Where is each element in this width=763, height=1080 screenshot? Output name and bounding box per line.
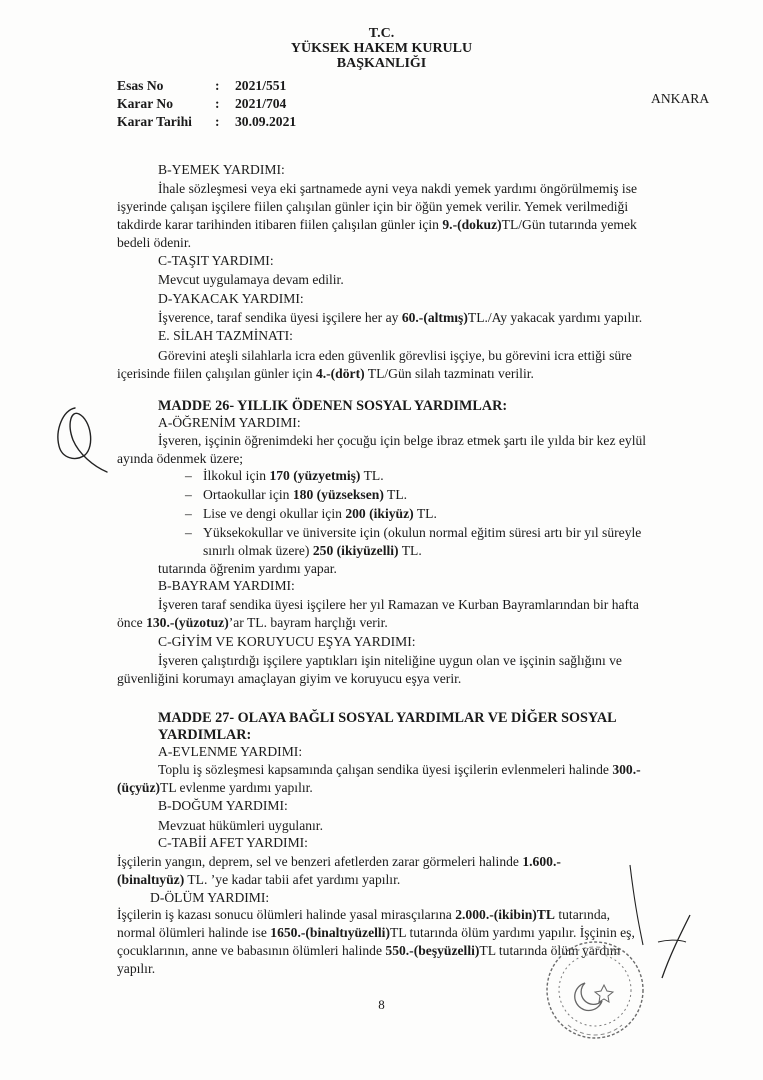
madde-27-title-continued: YARDIMLAR: — [158, 727, 252, 743]
amount: 200 (ikiyüz) — [345, 506, 414, 521]
list-item — [203, 468, 738, 485]
text-run: TL tutarında ölüm yardım — [479, 943, 621, 958]
amount: 1.600.- — [522, 854, 561, 869]
amount: 9.-(dokuz) — [442, 217, 502, 232]
text-run: tutarında, — [554, 907, 611, 922]
text-run: İşçilerin iş kazası sonucu ölümleri halinde yasal mirasçılarına — [117, 907, 456, 922]
section-title-olum: D-ÖLÜM YARDIMI: — [150, 890, 270, 905]
karar-no-row — [117, 96, 286, 113]
city: ANKARA — [651, 91, 710, 106]
text-run: TL evlenme yardımı yapılır. — [160, 780, 313, 795]
text-line: Mevzuat hükümleri uygulanır. — [158, 818, 323, 833]
colon: : — [215, 78, 220, 93]
section-title-bayram: B-BAYRAM YARDIMI: — [158, 578, 295, 593]
karar-tarihi-row — [117, 114, 296, 131]
colon: : — [215, 114, 220, 129]
section-title-ogrenim: A-ÖĞRENİM YARDIMI: — [158, 415, 301, 430]
text-line: İşveren, işçinin öğrenimdeki her çocuğu için belge ibraz etmek şartı ile yılda bir kez eylül — [158, 433, 647, 448]
text-run: TL./Ay yakacak yardımı yapılır. — [467, 310, 643, 325]
list-item — [203, 487, 738, 504]
text-line: İşveren çalıştırdığı işçilere yaptıkları işin niteliğine uygun olan ve işçinin sağlığını ve — [158, 653, 622, 668]
amount: 60.-(altmış) — [401, 310, 468, 325]
text-run: TL. — [398, 543, 422, 558]
text-line — [117, 217, 637, 234]
text-line — [117, 907, 610, 924]
amount: 300.- — [612, 762, 641, 777]
section-title-tasit: C-TAŞIT YARDIMI: — [158, 253, 274, 268]
text-line: bedeli ödenir. — [117, 235, 191, 250]
official-seal-stamp — [540, 935, 650, 1045]
text-line: ayında ödenmek üzere; — [117, 451, 244, 466]
section-title-yakacak: D-YAKACAK YARDIMI: — [158, 291, 304, 306]
text-run: TL. — [413, 506, 437, 521]
text-run: içerisinde fiilen çalışılan günler için — [117, 366, 316, 381]
text-line — [117, 780, 313, 797]
text-run: önce — [117, 615, 147, 630]
text-run: Toplu iş sözleşmesi kapsamında çalışan sendika üyesi işçilerin evlenmeleri halinde — [158, 762, 613, 777]
amount: 250 (ikiyüzelli) — [312, 543, 399, 558]
dash-bullet: – — [185, 468, 192, 483]
esas-no-row — [117, 78, 286, 95]
text-line: tutarında öğrenim yardımı yapar. — [158, 561, 337, 576]
list-item: Yüksekokullar ve üniversite için (okulun normal eğitim süresi artı bir yıl süreyle — [203, 525, 642, 540]
text-line — [117, 854, 561, 871]
text-run: TL tutarında ölüm yardımı yapılır. İşçinin eş, — [389, 925, 635, 940]
amount: 4.-(dört) — [315, 366, 365, 381]
amount: 180 (yüzseksen) — [292, 487, 384, 502]
colon: : — [215, 96, 220, 111]
header-tc: T.C. — [368, 26, 395, 41]
karar-tarihi-label: Karar Tarihi — [117, 114, 192, 129]
text-line — [117, 366, 534, 383]
amount: 2.000.-(ikibin)TL — [455, 907, 555, 922]
text-run: normal ölümleri halinde ise — [117, 925, 271, 940]
text-line: İşveren taraf sendika üyesi işçilere her yıl Ramazan ve Kurban Bayramlarından bir hafta — [158, 597, 639, 612]
text-run: sınırlı olmak üzere) — [203, 543, 313, 558]
section-title-dogum: B-DOĞUM YARDIMI: — [158, 798, 288, 813]
section-title-yemek: B-YEMEK YARDIMI: — [158, 162, 285, 177]
text-line — [158, 762, 641, 779]
text-line — [158, 310, 642, 327]
text-run: çocuklarının, anne ve babasının ölümleri halinde — [117, 943, 386, 958]
text-run: TL. ’ye kadar tabii afet yardımı yapılır. — [184, 872, 401, 887]
karar-no-value: 2021/704 — [235, 96, 287, 111]
page-number: 8 — [378, 997, 385, 1012]
section-title-giyim: C-GİYİM VE KORUYUCU EŞYA YARDIMI: — [158, 634, 416, 649]
section-title-evlenme: A-EVLENME YARDIMI: — [158, 744, 303, 759]
dash-bullet: – — [185, 506, 192, 521]
esas-no-label: Esas No — [117, 78, 164, 93]
text-run: Ortaokullar için — [203, 487, 293, 502]
text-run: İşverence, taraf sendika üyesi işçilere her ay — [158, 310, 402, 325]
madde-27-title: MADDE 27- OLAYA BAĞLI SOSYAL YARDIMLAR VE DİĞER SOSYAL — [158, 710, 617, 726]
text-line — [117, 615, 388, 632]
madde-26-title: MADDE 26- YILLIK ÖDENEN SOSYAL YARDIMLAR: — [158, 398, 508, 414]
section-title-silah: E. SİLAH TAZMİNATI: — [158, 328, 293, 343]
header-presidency: BAŞKANLIĞI — [336, 56, 427, 71]
karar-no-label: Karar No — [117, 96, 174, 111]
handwritten-initial-mark — [45, 400, 115, 480]
text-line: işyerinde çalışan işçilere fiilen çalışılan günler için bir öğün yemek verilir. Yemek verilmediği — [117, 199, 629, 214]
header-institution: YÜKSEK HAKEM KURULU — [290, 41, 473, 56]
text-run: TL. — [360, 468, 384, 483]
amount: (üçyüz) — [117, 780, 161, 795]
amount: 130.-(yüzotuz) — [146, 615, 229, 630]
text-line — [117, 872, 400, 889]
esas-no-value: 2021/551 — [235, 78, 287, 93]
text-line: Görevini ateşli silahlarla icra eden güvenlik görevlisi işçiye, bu görevini icra ettiği süre — [158, 348, 632, 363]
text-run: TL. — [383, 487, 408, 502]
text-run: TL/Gün silah tazminatı verilir. — [364, 366, 534, 381]
dash-bullet: – — [185, 525, 192, 540]
dash-bullet: – — [185, 487, 192, 502]
text-line: İhale sözleşmesi veya eki şartnamede ayni veya nakdi yemek yardımı öngörülmemiş ise — [158, 181, 638, 196]
text-run: İşçilerin yangın, deprem, sel ve benzeri afetlerden zarar görmeleri halinde — [117, 854, 523, 869]
amount: 170 (yüzyetmiş) — [269, 468, 361, 483]
amount: (binaltıyüz) — [117, 872, 185, 887]
text-run: Lise ve dengi okullar için — [203, 506, 346, 521]
text-line: yapılır. — [117, 961, 156, 976]
text-run: İlkokul için — [203, 468, 270, 483]
karar-tarihi-value: 30.09.2021 — [235, 114, 297, 129]
amount: 1650.-(binaltıyüzelli) — [270, 925, 390, 940]
text-line: Mevcut uygulamaya devam edilir. — [158, 272, 344, 287]
list-item-continued — [203, 543, 738, 560]
text-line: güvenliğini korumayı amaçlayan giyim ve koruyucu eşya verir. — [117, 671, 462, 686]
text-run: takdirde karar tarihinden itibaren fiilen çalışılan günler için — [117, 217, 443, 232]
text-run: TL/Gün tutarında yemek — [501, 217, 637, 232]
list-item — [203, 506, 738, 523]
section-title-afet: C-TABİİ AFET YARDIMI: — [158, 835, 308, 850]
text-run: ’ar TL. bayram harçlığı verir. — [228, 615, 388, 630]
amount: 550.-(beşyüzelli) — [385, 943, 480, 958]
